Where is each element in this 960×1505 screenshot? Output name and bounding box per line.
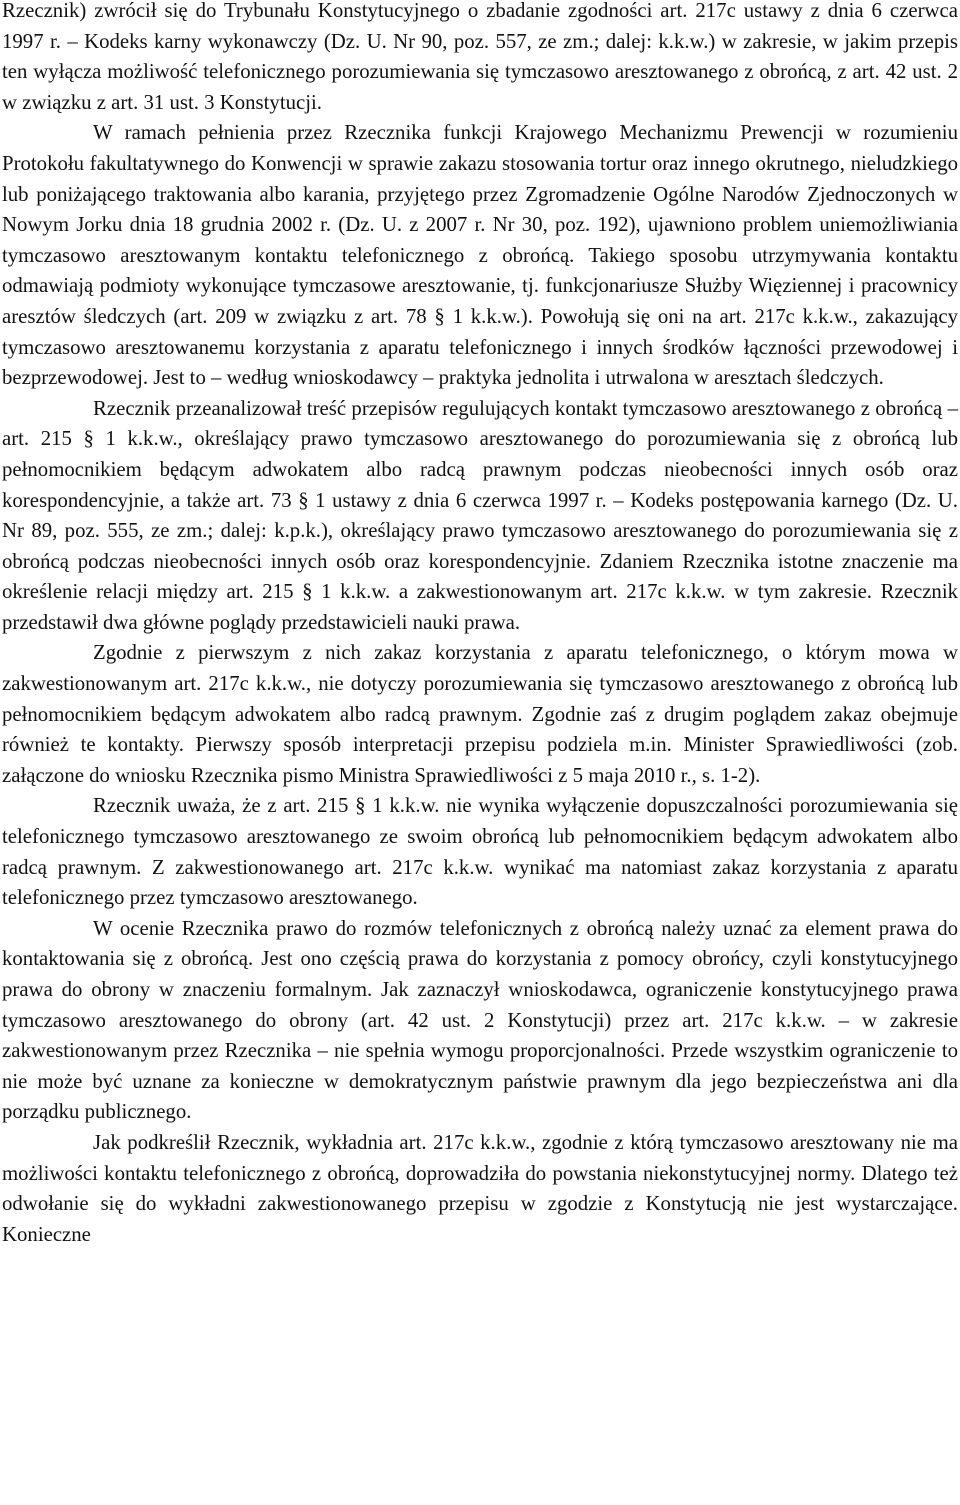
paragraph-3: Rzecznik przeanalizował treść przepisów regulujących kontakt tymczasowo aresztowanego z obrońcą – art. 215 § 1 k.k.w., określający prawo tymczasowo aresztowanego do porozumiewania się z obrońcą lub pełnomocnikiem będącym adwokatem albo radcą prawnym podczas nieobecności innych osób oraz korespondencyjnie, a także art. 73 § 1 ustawy z dnia 6 czerwca 1997 r. – Kodeks postępowania karnego (Dz. U. Nr 89, poz. 555, ze zm.; dalej: k.p.k.), określający prawo tymczasowo aresztowanego do porozumiewania się z obrońcą podczas nieobecności innych osób oraz korespondencyjnie. Zdaniem Rzecznika istotne znaczenie ma określenie relacji między art. 215 § 1 k.k.w. a zakwestionowanym art. 217c k.k.w. w tym zakresie. Rzecznik przedstawił dwa główne poglądy przedstawicieli nauki prawa. xyxy=(2,396,958,634)
paragraph-5: Rzecznik uważa, że z art. 215 § 1 k.k.w. nie wynika wyłączenie dopuszczalności porozumiewania się telefonicznego tymczasowo aresztowanego ze swoim obrońcą lub pełnomocnikiem będącym adwokatem albo radcą prawnym. Z zakwestionowanego art. 217c k.k.w. wynikać ma natomiast zakaz korzystania z aparatu telefonicznego przez tymczasowo aresztowanego. xyxy=(2,794,958,910)
paragraph-6: W ocenie Rzecznika prawo do rozmów telefonicznych z obrońcą należy uznać za element prawa do kontaktowania się z obrońcą. Jest ono częścią prawa do korzystania z pomocy obrońcy, czyli konstytucyjnego prawa do obrony w znaczeniu formalnym. Jak zaznaczył wnioskodawca, ograniczenie konstytucyjnego prawa tymczasowo aresztowanego do obrony (art. 42 ust. 2 Konstytucji) przez art. 217c k.k.w. – w zakresie zakwestionowanym przez Rzecznika – nie spełnia wymogu proporcjonalności. Przede wszystkim ograniczenie to nie może być uznane za konieczne w demokratycznym państwie prawnym dla jego bezpieczeństwa ani dla porządku publicznego. xyxy=(2,916,958,1124)
paragraph-7: Jak podkreślił Rzecznik, wykładnia art. 217c k.k.w., zgodnie z którą tymczasowo aresztowany nie ma możliwości kontaktu telefonicznego z obrońcą, doprowadziła do powstania niekonstytucyjnej normy. Dlatego też odwołanie się do wykładni zakwestionowanego przepisu w zgodzie z Konstytucją nie jest wystarczające. Konieczne xyxy=(2,1130,958,1246)
document-body xyxy=(2,0,958,1250)
paragraph-4: Zgodnie z pierwszym z nich zakaz korzystania z aparatu telefonicznego, o którym mowa w zakwestionowanym art. 217c k.k.w., nie dotyczy porozumiewania się tymczasowo aresztowanego z obrońcą lub pełnomocnikiem będącym adwokatem albo radcą prawnym. Zgodnie zaś z drugim poglądem zakaz obejmuje również te kontakty. Pierwszy sposób interpretacji przepisu podziela m.in. Minister Sprawiedliwości (zob. załączone do wniosku Rzecznika pismo Ministra Sprawiedliwości z 5 maja 2010 r., s. 1-2). xyxy=(2,641,958,787)
paragraph-1: Rzecznik) zwrócił się do Trybunału Konstytucyjnego o zbadanie zgodności art. 217c ustawy z dnia 6 czerwca 1997 r. – Kodeks karny wykonawczy (Dz. U. Nr 90, poz. 557, ze zm.; dalej: k.k.w.) w zakresie, w jakim przepis ten wyłącza możliwość telefonicznego porozumiewania się tymczasowo aresztowanego z obrońcą, z art. 42 ust. 2 w związku z art. 31 ust. 3 Konstytucji. xyxy=(2,0,958,114)
paragraph-2: W ramach pełnienia przez Rzecznika funkcji Krajowego Mechanizmu Prewencji w rozumieniu Protokołu fakultatywnego do Konwencji w sprawie zakazu stosowania tortur oraz innego okrutnego, nieludzkiego lub poniżającego traktowania albo karania, przyjętego przez Zgromadzenie Ogólne Narodów Zjednoczonych w Nowym Jorku dnia 18 grudnia 2002 r. (Dz. U. z 2007 r. Nr 30, poz. 192), ujawniono problem uniemożliwiania tymczasowo aresztowanym kontaktu telefonicznego z obrońcą. Takiego sposobu utrzymywania kontaktu odmawiają podmioty wykonujące tymczasowe aresztowanie, tj. funkcjonariusze Służby Więziennej i pracownicy aresztów śledczych (art. 209 w związku z art. 78 § 1 k.k.w.). Powołują się oni na art. 217c k.k.w., zakazujący tymczasowo aresztowanemu korzystania z aparatu telefonicznego i innych środków łączności przewodowej i bezprzewodowej. Jest to – według wnioskodawcy – praktyka jednolita i utrwalona w aresztach śledczych. xyxy=(2,121,958,390)
